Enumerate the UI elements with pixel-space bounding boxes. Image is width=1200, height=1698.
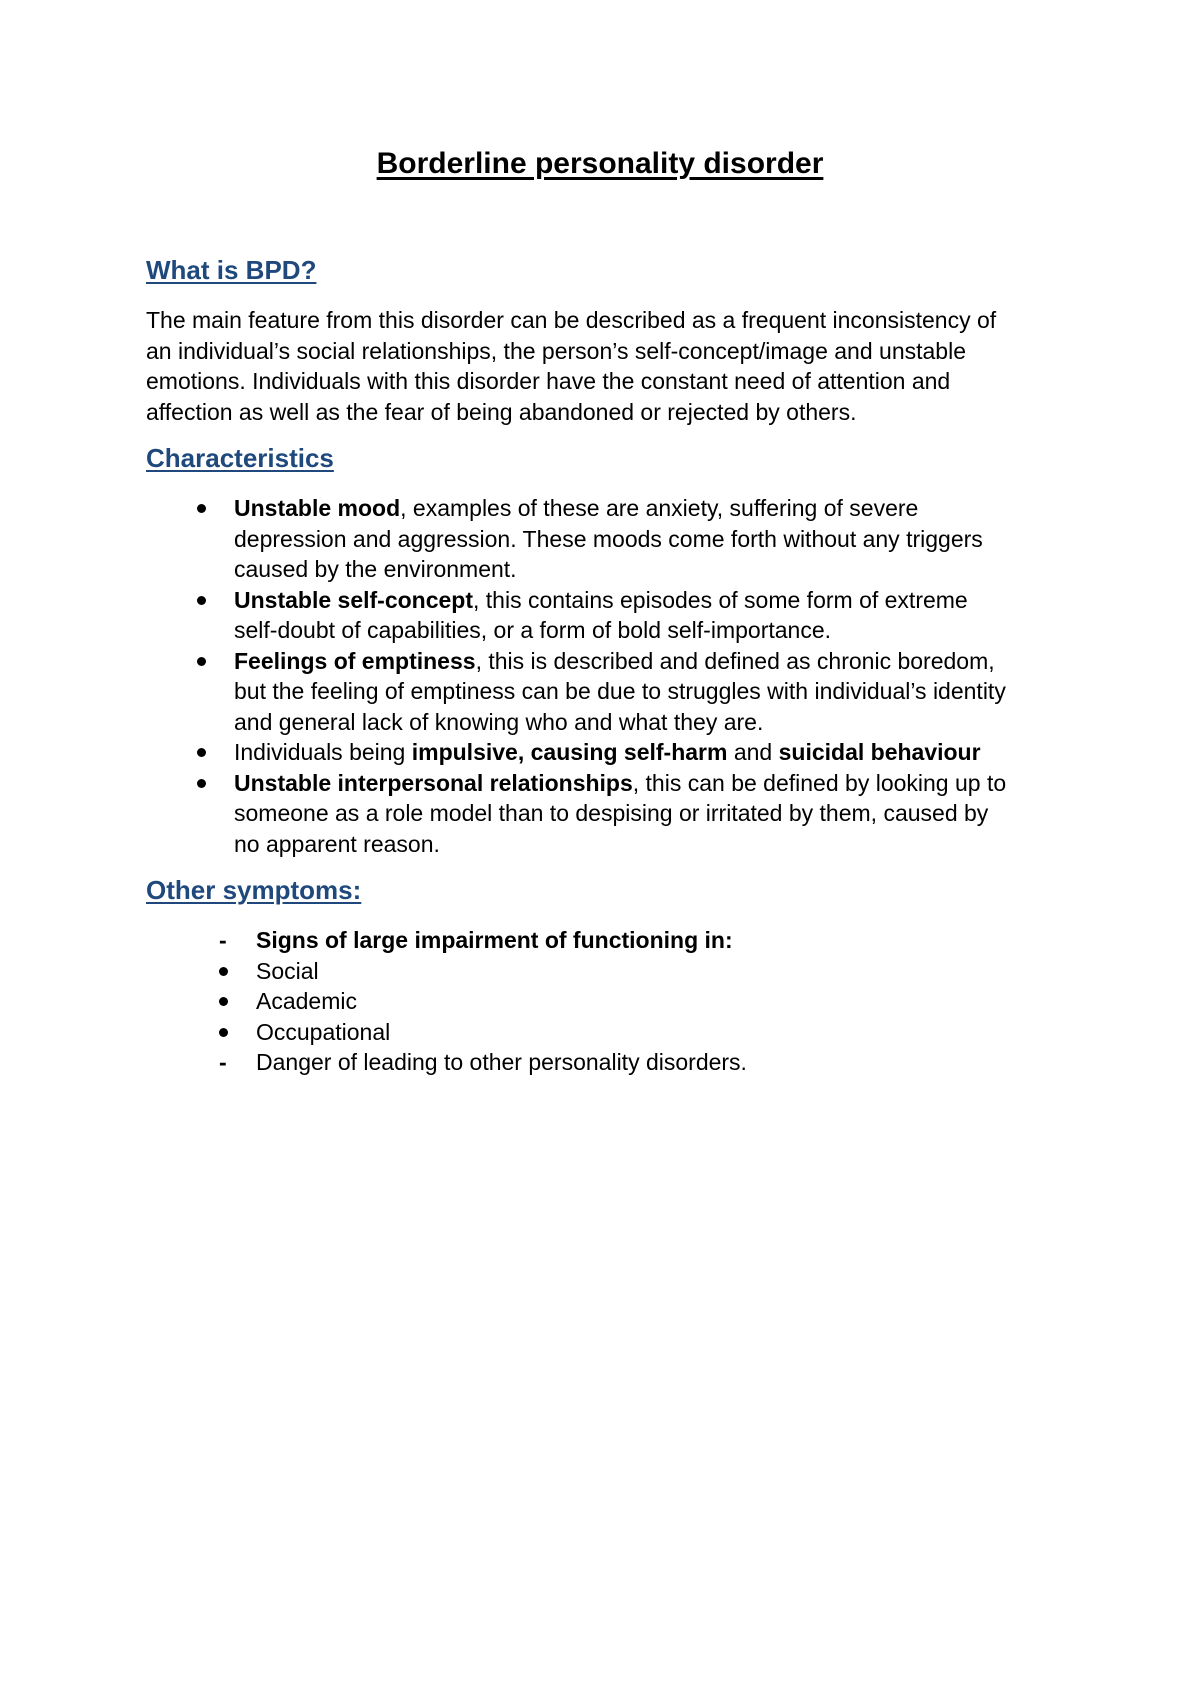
list-item-text: Academic [256, 988, 357, 1014]
bullet-icon [197, 657, 206, 666]
term-bold: Unstable interpersonal relationships [234, 769, 633, 796]
list-item-line [234, 768, 1086, 799]
list-item-line: but the feeling of emptiness can be due to struggles with individual’s identity [234, 678, 1006, 704]
other-symptoms-list [146, 925, 1086, 1078]
list-item [146, 925, 1086, 956]
dash-icon: - [219, 927, 227, 953]
list-item [146, 1047, 1086, 1078]
document-title: Borderline personality disorder [376, 147, 824, 180]
bullet-icon [197, 596, 206, 605]
list-item-line [234, 493, 1086, 524]
list-item [146, 646, 1086, 738]
bullet-icon [219, 997, 228, 1006]
term-bold: impulsive, causing self-harm [411, 739, 728, 765]
heading-characteristics: Characteristics [146, 443, 334, 473]
paragraph-line: emotions. Individuals with this disorder have the constant need of attention and [146, 368, 951, 394]
term-conjunction: and [727, 739, 779, 765]
list-item-line: depression and aggression. These moods come forth without any triggers [234, 525, 983, 552]
heading-other-symptoms: Other symptoms: [146, 875, 362, 905]
bullet-icon [197, 779, 206, 788]
list-item-line [234, 646, 1086, 677]
list-item-text: Signs of large impairment of functioning in: [256, 927, 733, 953]
term-description: , this is described and defined as chronic boredom, [475, 647, 995, 674]
term-description: , this can be defined by looking up to [632, 769, 1007, 796]
list-item [146, 737, 1086, 768]
list-item-text: Social [256, 957, 319, 984]
term-description: , examples of these are anxiety, suffering of severe [400, 495, 919, 521]
list-item-line: caused by the environment. [234, 556, 517, 582]
list-item-line: self-doubt of capabilities, or a form of bold self-importance. [234, 617, 832, 643]
list-item-line: and general lack of knowing who and what they are. [234, 708, 764, 735]
heading-what-is-bpd: What is BPD? [146, 255, 317, 285]
list-item-text: Occupational [256, 1018, 391, 1045]
paragraph-line: an individual’s social relationships, the person’s self-concept/image and unstable [146, 337, 966, 364]
term-bold: Unstable mood [234, 495, 401, 521]
what-is-bpd-paragraph [146, 305, 1066, 427]
term-bold: suicidal behaviour [778, 739, 981, 765]
paragraph-line: affection as well as the fear of being abandoned or rejected by others. [146, 398, 857, 425]
term-bold: Feelings of emptiness [234, 647, 476, 674]
list-item [146, 768, 1086, 860]
term-bold: Unstable self-concept [234, 586, 473, 613]
term-description: , this contains episodes of some form of extreme [473, 586, 968, 613]
bullet-icon [219, 1028, 228, 1037]
bullet-icon [197, 504, 206, 513]
list-item-text: Danger of leading to other personality disorders. [256, 1049, 747, 1075]
bullet-icon [219, 967, 228, 976]
bullet-icon [197, 748, 206, 757]
paragraph-line: The main feature from this disorder can be described as a frequent inconsistency of [146, 307, 997, 333]
dash-icon: - [219, 1049, 227, 1075]
list-item-line: someone as a role model than to despising or irritated by them, caused by [234, 800, 989, 826]
list-item-line [234, 737, 1086, 768]
list-item [146, 986, 1086, 1017]
list-item [146, 956, 1086, 987]
list-item [146, 1017, 1086, 1048]
term-prefix: Individuals being [234, 739, 412, 765]
characteristics-list [146, 493, 1086, 859]
list-item-line: no apparent reason. [234, 830, 440, 857]
list-item [146, 493, 1086, 585]
list-item-line [234, 585, 1086, 616]
list-item [146, 585, 1086, 646]
